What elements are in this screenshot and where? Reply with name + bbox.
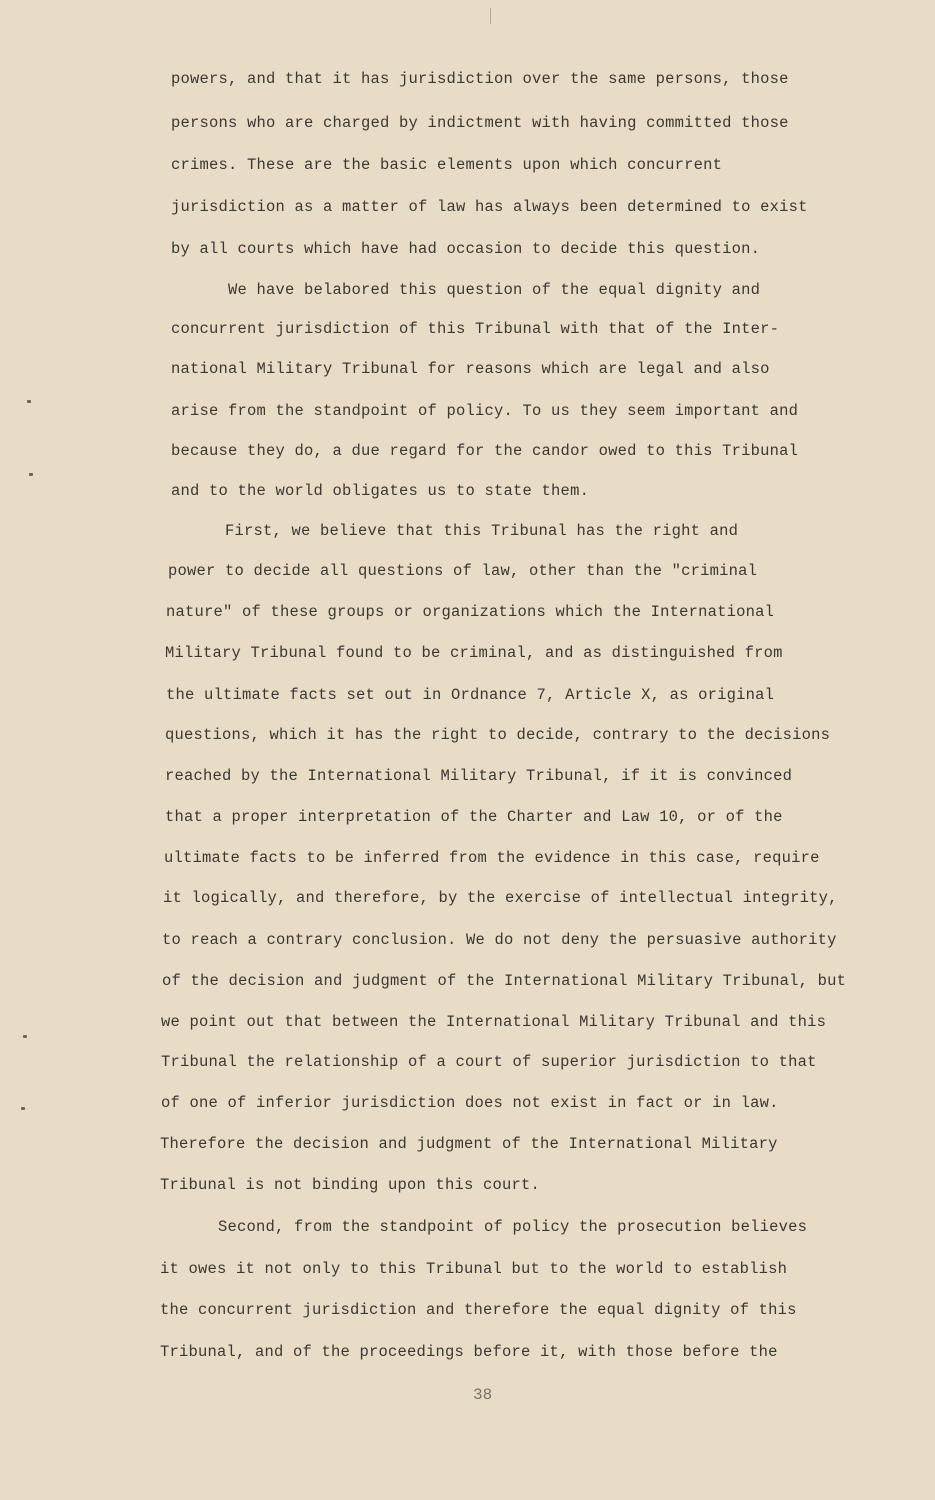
document-line: Therefore the decision and judgment of the International Military [160,1135,778,1153]
document-line: arise from the standpoint of policy. To us they seem important and [171,402,799,420]
document-line: because they do, a due regard for the candor owed to this Tribunal [171,442,799,460]
margin-mark [27,400,31,403]
document-line: reached by the International Military Tribunal, if it is convinced [165,767,793,785]
document-line: jurisdiction as a matter of law has always been determined to exist [171,198,808,216]
top-tick-mark [490,8,491,24]
document-line: by all courts which have had occasion to decide this question. [171,240,761,258]
document-line: to reach a contrary conclusion. We do not deny the persuasive authority [162,931,837,949]
document-line: and to the world obligates us to state them. [171,482,590,500]
margin-mark [21,1107,25,1110]
document-line: national Military Tribunal for reasons which are legal and also [171,360,770,378]
document-line: Military Tribunal found to be criminal, and as distinguished from [165,644,783,662]
document-line: We have belabored this question of the equal dignity and [228,281,761,299]
document-line: questions, which it has the right to decide, contrary to the decisions [165,726,831,744]
page-number: 38 [473,1386,493,1404]
document-line: ultimate facts to be inferred from the evidence in this case, require [164,849,820,867]
document-line: it owes it not only to this Tribunal but to the world to establish [160,1260,788,1278]
document-line: it logically, and therefore, by the exercise of intellectual integrity, [163,889,838,907]
document-line: of one of inferior jurisdiction does not exist in fact or in law. [161,1094,779,1112]
document-line: Second, from the standpoint of policy the prosecution believes [218,1218,808,1236]
document-line: concurrent jurisdiction of this Tribunal with that of the Inter- [171,320,780,338]
document-line: crimes. These are the basic elements upon which concurrent [171,156,723,174]
document-line: persons who are charged by indictment with having committed those [171,114,789,132]
margin-mark [23,1035,27,1038]
document-line: we point out that between the International Military Tribunal and this [161,1013,827,1031]
document-line: Tribunal, and of the proceedings before it, with those before the [160,1343,778,1361]
document-line: the concurrent jurisdiction and therefore the equal dignity of this [160,1301,797,1319]
document-line: Tribunal the relationship of a court of superior jurisdiction to that [161,1053,817,1071]
document-line: Tribunal is not binding upon this court. [160,1176,541,1194]
document-line: power to decide all questions of law, other than the "criminal [168,562,758,580]
document-line: nature" of these groups or organizations which the International [166,603,775,621]
document-line: of the decision and judgment of the International Military Tribunal, but [162,972,847,990]
document-line: that a proper interpretation of the Charter and Law 10, or of the [165,808,783,826]
margin-mark [29,473,33,476]
document-line: the ultimate facts set out in Ordnance 7, Article X, as original [166,686,775,704]
document-line: First, we believe that this Tribunal has the right and [225,522,739,540]
document-line: powers, and that it has jurisdiction over the same persons, those [171,70,789,88]
